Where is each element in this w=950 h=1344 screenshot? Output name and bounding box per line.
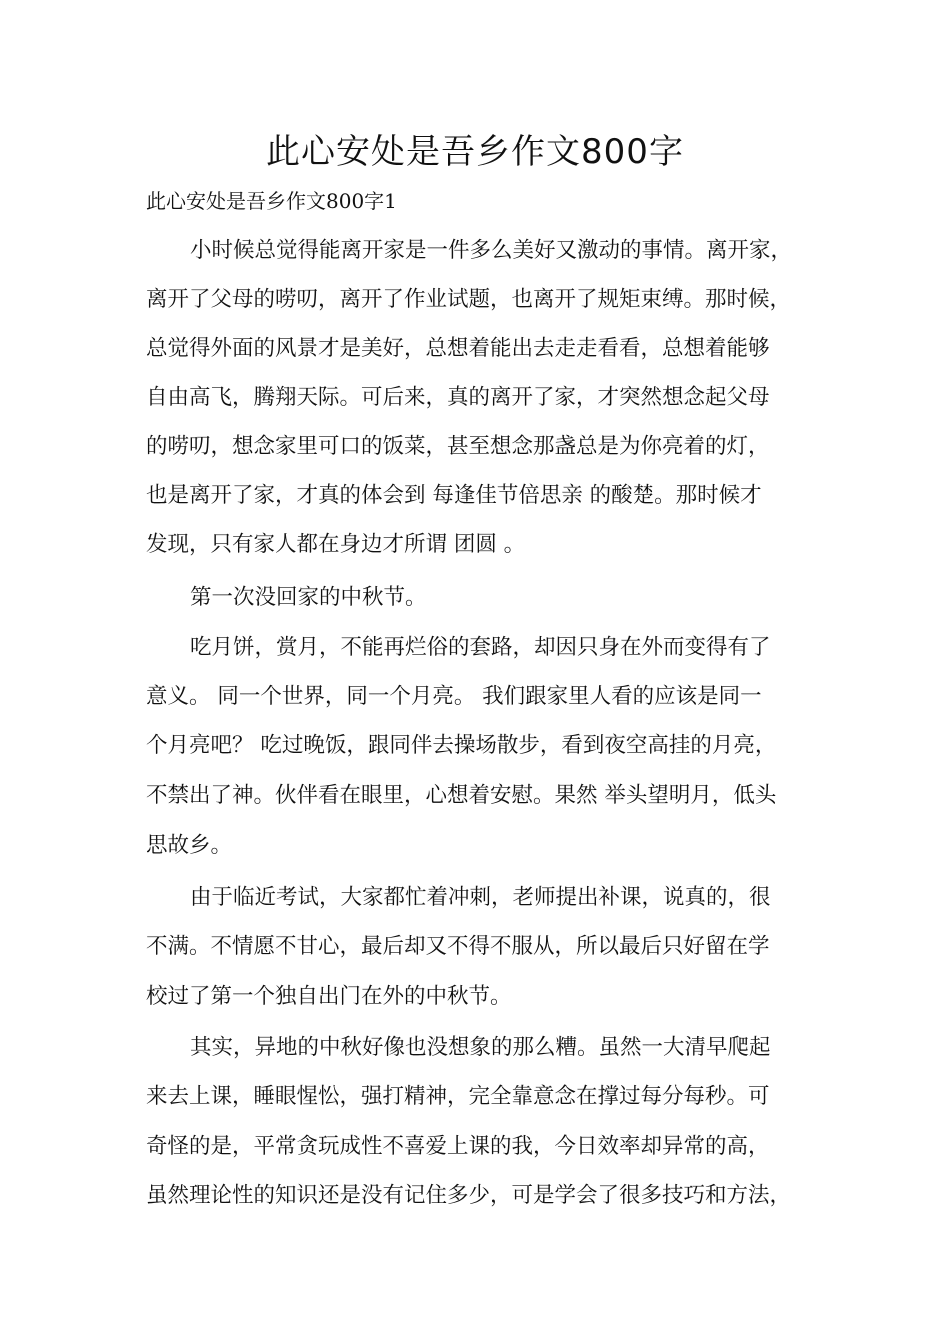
- text-line: 虽然理论性的知识还是没有记住多少，可是学会了很多技巧和方法，: [146, 1183, 792, 1208]
- text-line: 其实，异地的中秋好像也没想象的那么糟。虽然一大清早爬起: [190, 1035, 771, 1060]
- text-line: 思故乡。: [146, 833, 233, 858]
- text-line: 奇怪的是，平常贪玩成性不喜爱上课的我，今日效率却异常的高，: [146, 1134, 770, 1159]
- text-line: 不满。不情愿不甘心，最后却又不得不服从，所以最后只好留在学: [146, 934, 770, 959]
- text-line: 意义。 同一个世界，同一个月亮。 我们跟家里人看的应该是同一: [146, 684, 762, 709]
- text-line: 自由高飞，腾翔天际。可后来，真的离开了家，才突然想念起父母: [146, 385, 770, 410]
- text-line: 也是离开了家，才真的体会到 每逢佳节倍思亲 的酸楚。那时候才: [146, 483, 762, 508]
- page-title: 此心安处是吾乡作文800字: [266, 132, 684, 172]
- text-line: 校过了第一个独自出门在外的中秋节。: [146, 984, 512, 1009]
- text-line: 发现，只有家人都在身边才所谓 团圆 。: [146, 532, 526, 557]
- text-line: 的唠叨，想念家里可口的饭菜，甚至想念那盏总是为你亮着的灯，: [146, 434, 770, 459]
- text-line: 不禁出了神。伙伴看在眼里，心想着安慰。果然 举头望明月，低头: [146, 783, 777, 808]
- article-subtitle: 此心安处是吾乡作文800字1: [146, 189, 397, 213]
- text-line: 个月亮吧？ 吃过晚饭，跟同伴去操场散步，看到夜空高挂的月亮，: [146, 733, 777, 758]
- text-line: 来去上课，睡眼惺忪，强打精神，完全靠意念在撑过每分每秒。可: [146, 1084, 770, 1109]
- text-line: 离开了父母的唠叨，离开了作业试题，也离开了规矩束缚。那时候，: [146, 287, 792, 312]
- text-line: 小时候总觉得能离开家是一件多么美好又激动的事情。离开家，: [190, 238, 793, 263]
- text-line: 吃月饼，赏月，不能再烂俗的套路，却因只身在外而变得有了: [190, 635, 771, 660]
- text-line: 第一次没回家的中秋节。: [190, 585, 427, 610]
- text-line: 总觉得外面的风景才是美好，总想着能出去走走看看，总想着能够: [146, 336, 770, 361]
- text-line: 由于临近考试，大家都忙着冲刺，老师提出补课，说真的，很: [190, 885, 771, 910]
